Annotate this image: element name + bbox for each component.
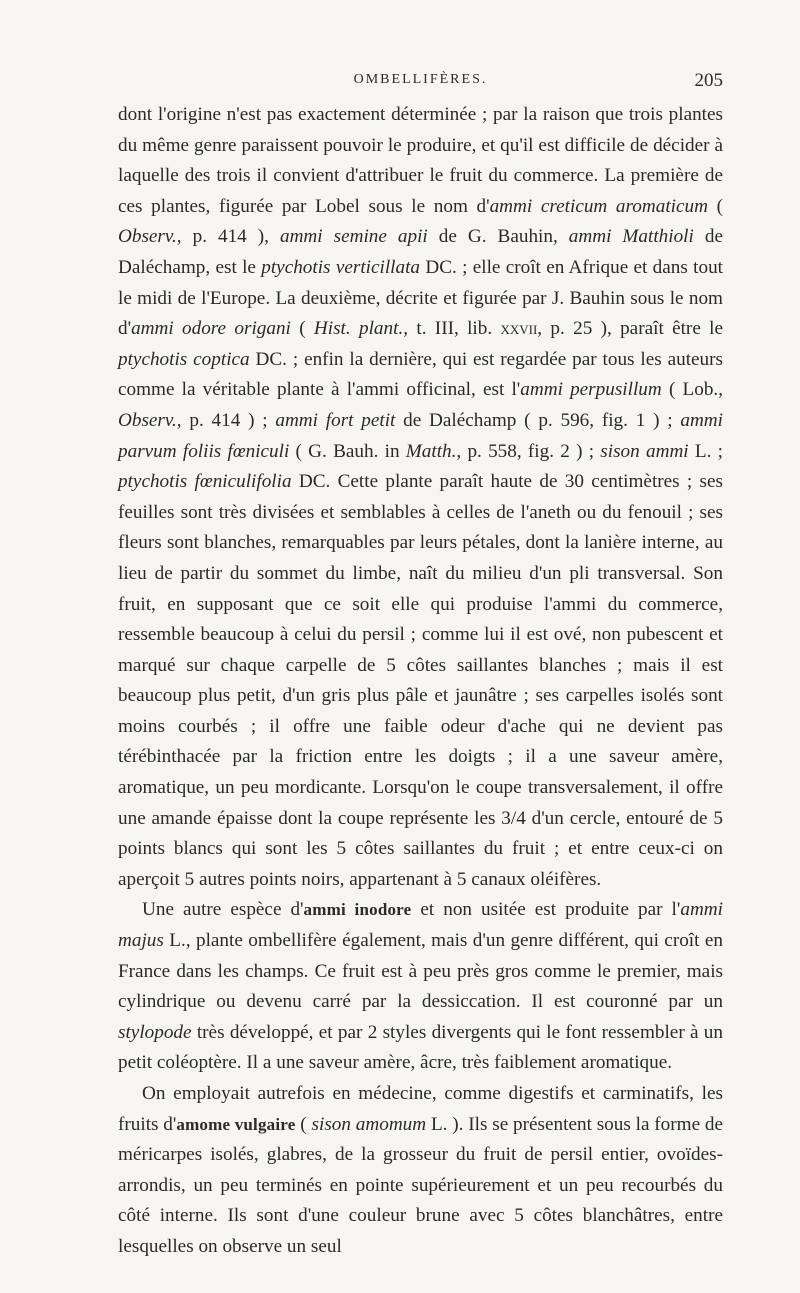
text-run: ( Lob., <box>661 379 724 401</box>
paragraph-amome-vulgaire <box>118 1079 723 1263</box>
latin-name: sison amomum <box>311 1113 427 1135</box>
latin-name: ammi semine apii <box>279 226 428 248</box>
body-text <box>118 100 723 1263</box>
term-heading: ammi inodore <box>303 900 412 920</box>
text-run: de G. Bauhin, <box>427 226 569 248</box>
latin-name: ptychotis verticillata <box>261 256 421 278</box>
text-run: , p. 414 ) ; <box>176 409 276 431</box>
running-title: OMBELLIFÈRES. <box>353 72 488 87</box>
book-page <box>118 70 723 1263</box>
text-run: , p. 414 ), <box>176 226 280 248</box>
text-run: de Daléchamp ( p. 596, fig. 1 ) ; <box>395 409 681 431</box>
latin-name: ammi odore origani <box>131 318 291 340</box>
citation: Hist. plant. <box>313 318 404 340</box>
citation: Observ. <box>118 409 177 431</box>
latin-name: ptychotis fœniculifolia <box>118 471 292 493</box>
common-name: ammi fort petit <box>275 409 396 431</box>
citation: Matth. <box>405 440 457 462</box>
text-run: , t. III, lib. <box>403 318 501 340</box>
text-run: ( <box>295 1113 312 1135</box>
text-run: DC. ; elle croît en Afrique et dans tout le midi de l'Europe. La deuxième, décrite et figurée par J. Bauhin sous le nom d' <box>118 256 724 340</box>
latin-name: ptychotis coptica <box>118 348 250 370</box>
latin-name: ammi perpusillum <box>520 379 662 401</box>
latin-name: sison ammi <box>600 440 689 462</box>
latin-name: ammi parvum foliis fœniculi <box>118 409 723 462</box>
text-run: L., plante ombellifère également, mais d'un genre différent, qui croît en France dans les champs. Ce fruit est à peu près gros comme le premier, mais cylindrique ou devenu carré par la dessiccation. Il est couronné par un <box>118 930 723 1013</box>
text-run: DC. Cette plante paraît haute de 30 centimètres ; ses feuilles sont très divisées et semblables à celles de l'aneth ou du fenouil ; ses fleurs sont blanches, remarquables par leurs pétales, dont la lanière interne, au lieu de partir du sommet du limbe, naît du milieu d'un pli transversal. Son fruit, en supposant que ce soit elle qui produise l'ammi du commerce, ressemble beaucoup à celui du persil ; comme lui il est ové, non pubescent et marqué sur chaque carpelle de 5 côtes saillantes blanches ; mais il est beaucoup plus petit, d'un gris plus pâle et jaunâtre ; ses carpelles isolés sont moins courbés ; il offre une faible odeur d'ache qui ne devient pas térébinthacée par la friction entre les doigts ; il a une saveur amère, aromatique, un peu mordicante. Lorsqu'on le coupe transversalement, il offre une amande épaisse dont la coupe représente les 3/4 d'un cercle, entouré de 5 points blancs qui sont les 5 côtes saillantes du fruit ; et entre ceux-ci on aperçoit 5 autres points noirs, appartenant à 5 canaux oléifères. <box>118 471 723 890</box>
latin-name: ammi majus <box>118 899 723 952</box>
text-run: DC. ; enfin la dernière, qui est regardée par tous les auteurs comme la véritable plante à l'ammi officinal, est l' <box>118 348 723 401</box>
text-run: ( <box>707 195 724 217</box>
text-run: ( G. Bauh. in <box>289 440 406 462</box>
page-number: 205 <box>694 70 723 91</box>
latin-name: ammi Matthioli <box>568 226 694 248</box>
citation: Observ. <box>118 226 177 248</box>
text-run: On employait autrefois en médecine, comme digestifs et carminatifs, les fruits d' <box>118 1083 723 1135</box>
text-run: dont l'origine n'est pas exactement déterminée ; par la raison que trois plantes du même genre paraissent pouvoir le produire, et qu'il est difficile de décider à laquelle des trois il convient d'attribuer le fruit du commerce. La première de ces plantes, figurée par Lobel sous le nom d' <box>118 104 723 217</box>
term-heading: amome vulgaire <box>176 1114 296 1134</box>
text-run: , p. 558, fig. 2 ) ; <box>456 440 601 462</box>
latin-name: ammi creticum aromaticum <box>489 195 708 217</box>
text-run: , p. 25 ), paraît être le <box>537 318 723 340</box>
text-run: L. ; <box>688 440 723 462</box>
text-run: Une autre espèce d' <box>142 899 304 921</box>
paragraph-ammi-inodore <box>118 895 723 1079</box>
text-run: ( <box>290 318 314 340</box>
text-run: et non usitée est produite par l' <box>411 899 681 921</box>
roman-numeral: xxvii <box>500 318 538 340</box>
text-run: L. ). Ils se présentent sous la forme de méricarpes isolés, glabres, de la grosseur du fruit de persil entier, ovoïdes-arrondis, un peu terminés en pointe supérieurement et un peu recourbés du côté interne. Ils sont d'une couleur brune avec 5 côtes blanchâtres, entre lesquelles on observe un seul <box>118 1113 724 1257</box>
paragraph-ammi-origin <box>118 100 723 895</box>
text-run: très développé, et par 2 styles divergents qui le font ressembler à un petit coléoptère. Il a une saveur amère, âcre, très faiblement aromatique. <box>118 1021 723 1074</box>
term: stylopode <box>118 1021 192 1043</box>
page-header <box>118 70 723 100</box>
text-run: de Daléchamp, est le <box>118 226 723 278</box>
